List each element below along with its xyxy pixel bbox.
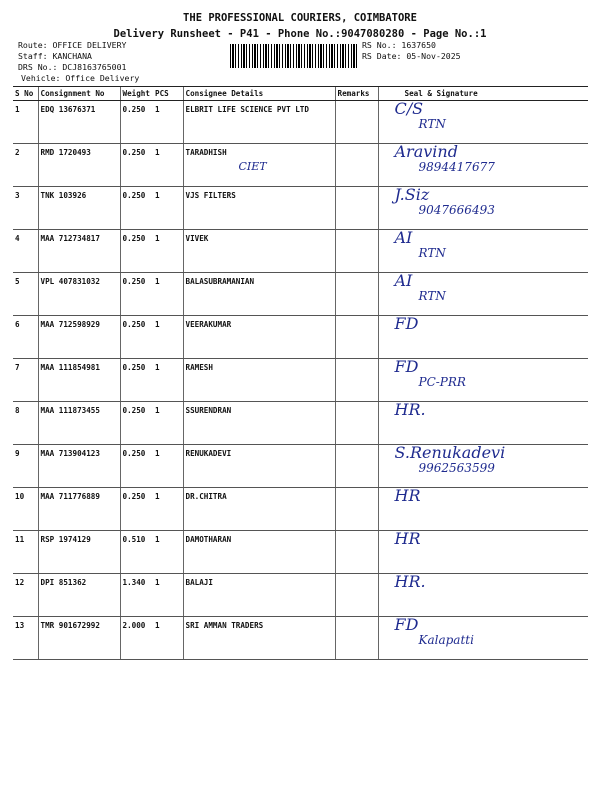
row-signature [378, 488, 588, 531]
row-consignee: RENUKADEVI [183, 445, 335, 488]
table-header-row [13, 87, 588, 101]
row-consignment-no: TMR 901672992 [38, 617, 120, 660]
row-signature [378, 101, 588, 144]
row-consignee: BALAJI [183, 574, 335, 617]
row-consignee: BALASUBRAMANIAN [183, 273, 335, 316]
row-weight: 0.250 [120, 101, 153, 144]
row-consignment-no: TNK 103926 [38, 187, 120, 230]
row-signature [378, 617, 588, 660]
row-remarks [335, 316, 378, 359]
row-remarks [335, 101, 378, 144]
row-weight: 2.000 [120, 617, 153, 660]
row-pcs: 1 [153, 531, 183, 574]
row-weight: 0.250 [120, 230, 153, 273]
signature-secondary: PC-PRR [418, 375, 466, 389]
row-pcs: 1 [153, 230, 183, 273]
row-remarks [335, 359, 378, 402]
table-row [13, 574, 588, 617]
row-pcs: 1 [153, 488, 183, 531]
signature-primary: AI [394, 271, 413, 290]
row-signature [378, 445, 588, 488]
table-row [13, 273, 588, 316]
signature-secondary: 9894417677 [418, 160, 495, 174]
row-pcs: 1 [153, 617, 183, 660]
row-consignee: SRI AMMAN TRADERS [183, 617, 335, 660]
row-pcs: 1 [153, 574, 183, 617]
row-consignee: DAMOTHARAN [183, 531, 335, 574]
signature-primary: AI [394, 228, 413, 247]
signature-secondary: RTN [418, 117, 446, 131]
row-remarks [335, 617, 378, 660]
row-pcs: 1 [153, 144, 183, 187]
row-weight: 1.340 [120, 574, 153, 617]
staff-text: Staff: KANCHANA [18, 51, 92, 61]
row-remarks [335, 273, 378, 316]
rs-number-text: RS No.: 1637650 [362, 40, 436, 50]
row-sno: 6 [13, 316, 38, 359]
row-remarks [335, 445, 378, 488]
row-sno: 7 [13, 359, 38, 402]
runsheet-table [13, 86, 588, 660]
row-consignee: ELBRIT LIFE SCIENCE PVT LTD [183, 101, 335, 144]
col-weight: Weight [120, 87, 153, 101]
table-row [13, 445, 588, 488]
row-remarks [335, 402, 378, 445]
row-consignee: VEERAKUMAR [183, 316, 335, 359]
row-weight: 0.250 [120, 445, 153, 488]
table-row [13, 144, 588, 187]
row-sno: 1 [13, 101, 38, 144]
signature-primary: FD [394, 314, 419, 333]
row-signature [378, 531, 588, 574]
handwritten-note: CIET [238, 160, 267, 173]
row-sno: 9 [13, 445, 38, 488]
row-pcs: 1 [153, 359, 183, 402]
col-signature: Seal & Signature [378, 87, 588, 101]
row-weight: 0.250 [120, 488, 153, 531]
row-sno: 2 [13, 144, 38, 187]
row-consignee: RAMESH [183, 359, 335, 402]
runsheet-meta-left [18, 40, 139, 84]
row-consignment-no: RMD 1720493 [38, 144, 120, 187]
row-remarks [335, 531, 378, 574]
row-sno: 11 [13, 531, 38, 574]
table-row [13, 359, 588, 402]
row-weight: 0.250 [120, 402, 153, 445]
row-sno: 10 [13, 488, 38, 531]
table-row [13, 617, 588, 660]
drs-text: DRS No.: DCJ8163765001 [18, 62, 127, 72]
row-consignment-no: MAA 111873455 [38, 402, 120, 445]
table-row [13, 187, 588, 230]
row-consignee: VIVEK [183, 230, 335, 273]
signature-primary: FD [394, 357, 419, 376]
row-signature [378, 273, 588, 316]
signature-secondary: 9962563599 [418, 461, 495, 475]
row-pcs: 1 [153, 101, 183, 144]
table-row [13, 230, 588, 273]
row-signature [378, 574, 588, 617]
row-remarks [335, 230, 378, 273]
row-consignment-no: MAA 713904123 [38, 445, 120, 488]
row-consignment-no: MAA 712734817 [38, 230, 120, 273]
row-pcs: 1 [153, 187, 183, 230]
row-weight: 0.250 [120, 359, 153, 402]
row-pcs: 1 [153, 402, 183, 445]
row-remarks [335, 187, 378, 230]
table-row [13, 531, 588, 574]
signature-primary: HR [394, 486, 421, 505]
col-consignment: Consignment No [38, 87, 120, 101]
table-row [13, 316, 588, 359]
signature-primary: C/S [394, 99, 424, 118]
row-consignment-no: MAA 712598929 [38, 316, 120, 359]
row-weight: 0.250 [120, 144, 153, 187]
row-consignee: DR.CHITRA [183, 488, 335, 531]
row-consignment-no: VPL 407831032 [38, 273, 120, 316]
row-consignment-no: MAA 111854981 [38, 359, 120, 402]
row-consignment-no: DPI 851362 [38, 574, 120, 617]
row-weight: 0.250 [120, 187, 153, 230]
signature-secondary: 9047666493 [418, 203, 495, 217]
row-pcs: 1 [153, 316, 183, 359]
rs-date-text: RS Date: 05-Nov-2025 [362, 51, 461, 61]
row-consignee: SSURENDRAN [183, 402, 335, 445]
route-text: Route: OFFICE DELIVERY [18, 40, 127, 50]
table-row [13, 402, 588, 445]
signature-primary: HR. [394, 400, 426, 419]
signature-primary: J.Siz [394, 185, 430, 204]
row-weight: 0.250 [120, 273, 153, 316]
row-consignee: TARADHISH CIET [183, 144, 335, 187]
row-consignment-no: MAA 711776889 [38, 488, 120, 531]
row-signature [378, 144, 588, 187]
row-signature [378, 402, 588, 445]
row-sno: 4 [13, 230, 38, 273]
row-signature [378, 359, 588, 402]
signature-primary: FD [394, 615, 419, 634]
row-sno: 3 [13, 187, 38, 230]
signature-secondary: RTN [418, 289, 446, 303]
col-sno: S No [13, 87, 38, 101]
row-weight: 0.250 [120, 316, 153, 359]
row-consignment-no: RSP 1974129 [38, 531, 120, 574]
row-sno: 12 [13, 574, 38, 617]
row-pcs: 1 [153, 273, 183, 316]
row-remarks [335, 488, 378, 531]
row-consignee: VJS FILTERS [183, 187, 335, 230]
signature-primary: S.Renukadevi [394, 443, 506, 462]
barcode-image [230, 44, 358, 68]
row-consignment-no: EDQ 13676371 [38, 101, 120, 144]
table-row [13, 101, 588, 144]
runsheet-subtitle: Delivery Runsheet - P41 - Phone No.:9047080280 - Page No.:1 [113, 28, 487, 40]
row-weight: 0.510 [120, 531, 153, 574]
row-sno: 5 [13, 273, 38, 316]
col-remarks: Remarks [335, 87, 378, 101]
table-row [13, 488, 588, 531]
row-sno: 8 [13, 402, 38, 445]
row-sno: 13 [13, 617, 38, 660]
row-signature [378, 316, 588, 359]
row-remarks [335, 144, 378, 187]
row-pcs: 1 [153, 445, 183, 488]
row-remarks [335, 574, 378, 617]
runsheet-meta-right [362, 40, 461, 62]
col-pcs: PCS [153, 87, 183, 101]
signature-primary: HR [394, 529, 421, 548]
row-signature [378, 187, 588, 230]
col-consignee: Consignee Details [183, 87, 335, 101]
company-title: THE PROFESSIONAL COURIERS, COIMBATORE [183, 12, 417, 24]
vehicle-text: Vehicle: Office Delivery [21, 73, 140, 83]
row-signature [378, 230, 588, 273]
signature-secondary: RTN [418, 246, 446, 260]
signature-primary: HR. [394, 572, 426, 591]
signature-primary: Aravind [394, 142, 458, 161]
signature-secondary: Kalapatti [418, 633, 474, 647]
